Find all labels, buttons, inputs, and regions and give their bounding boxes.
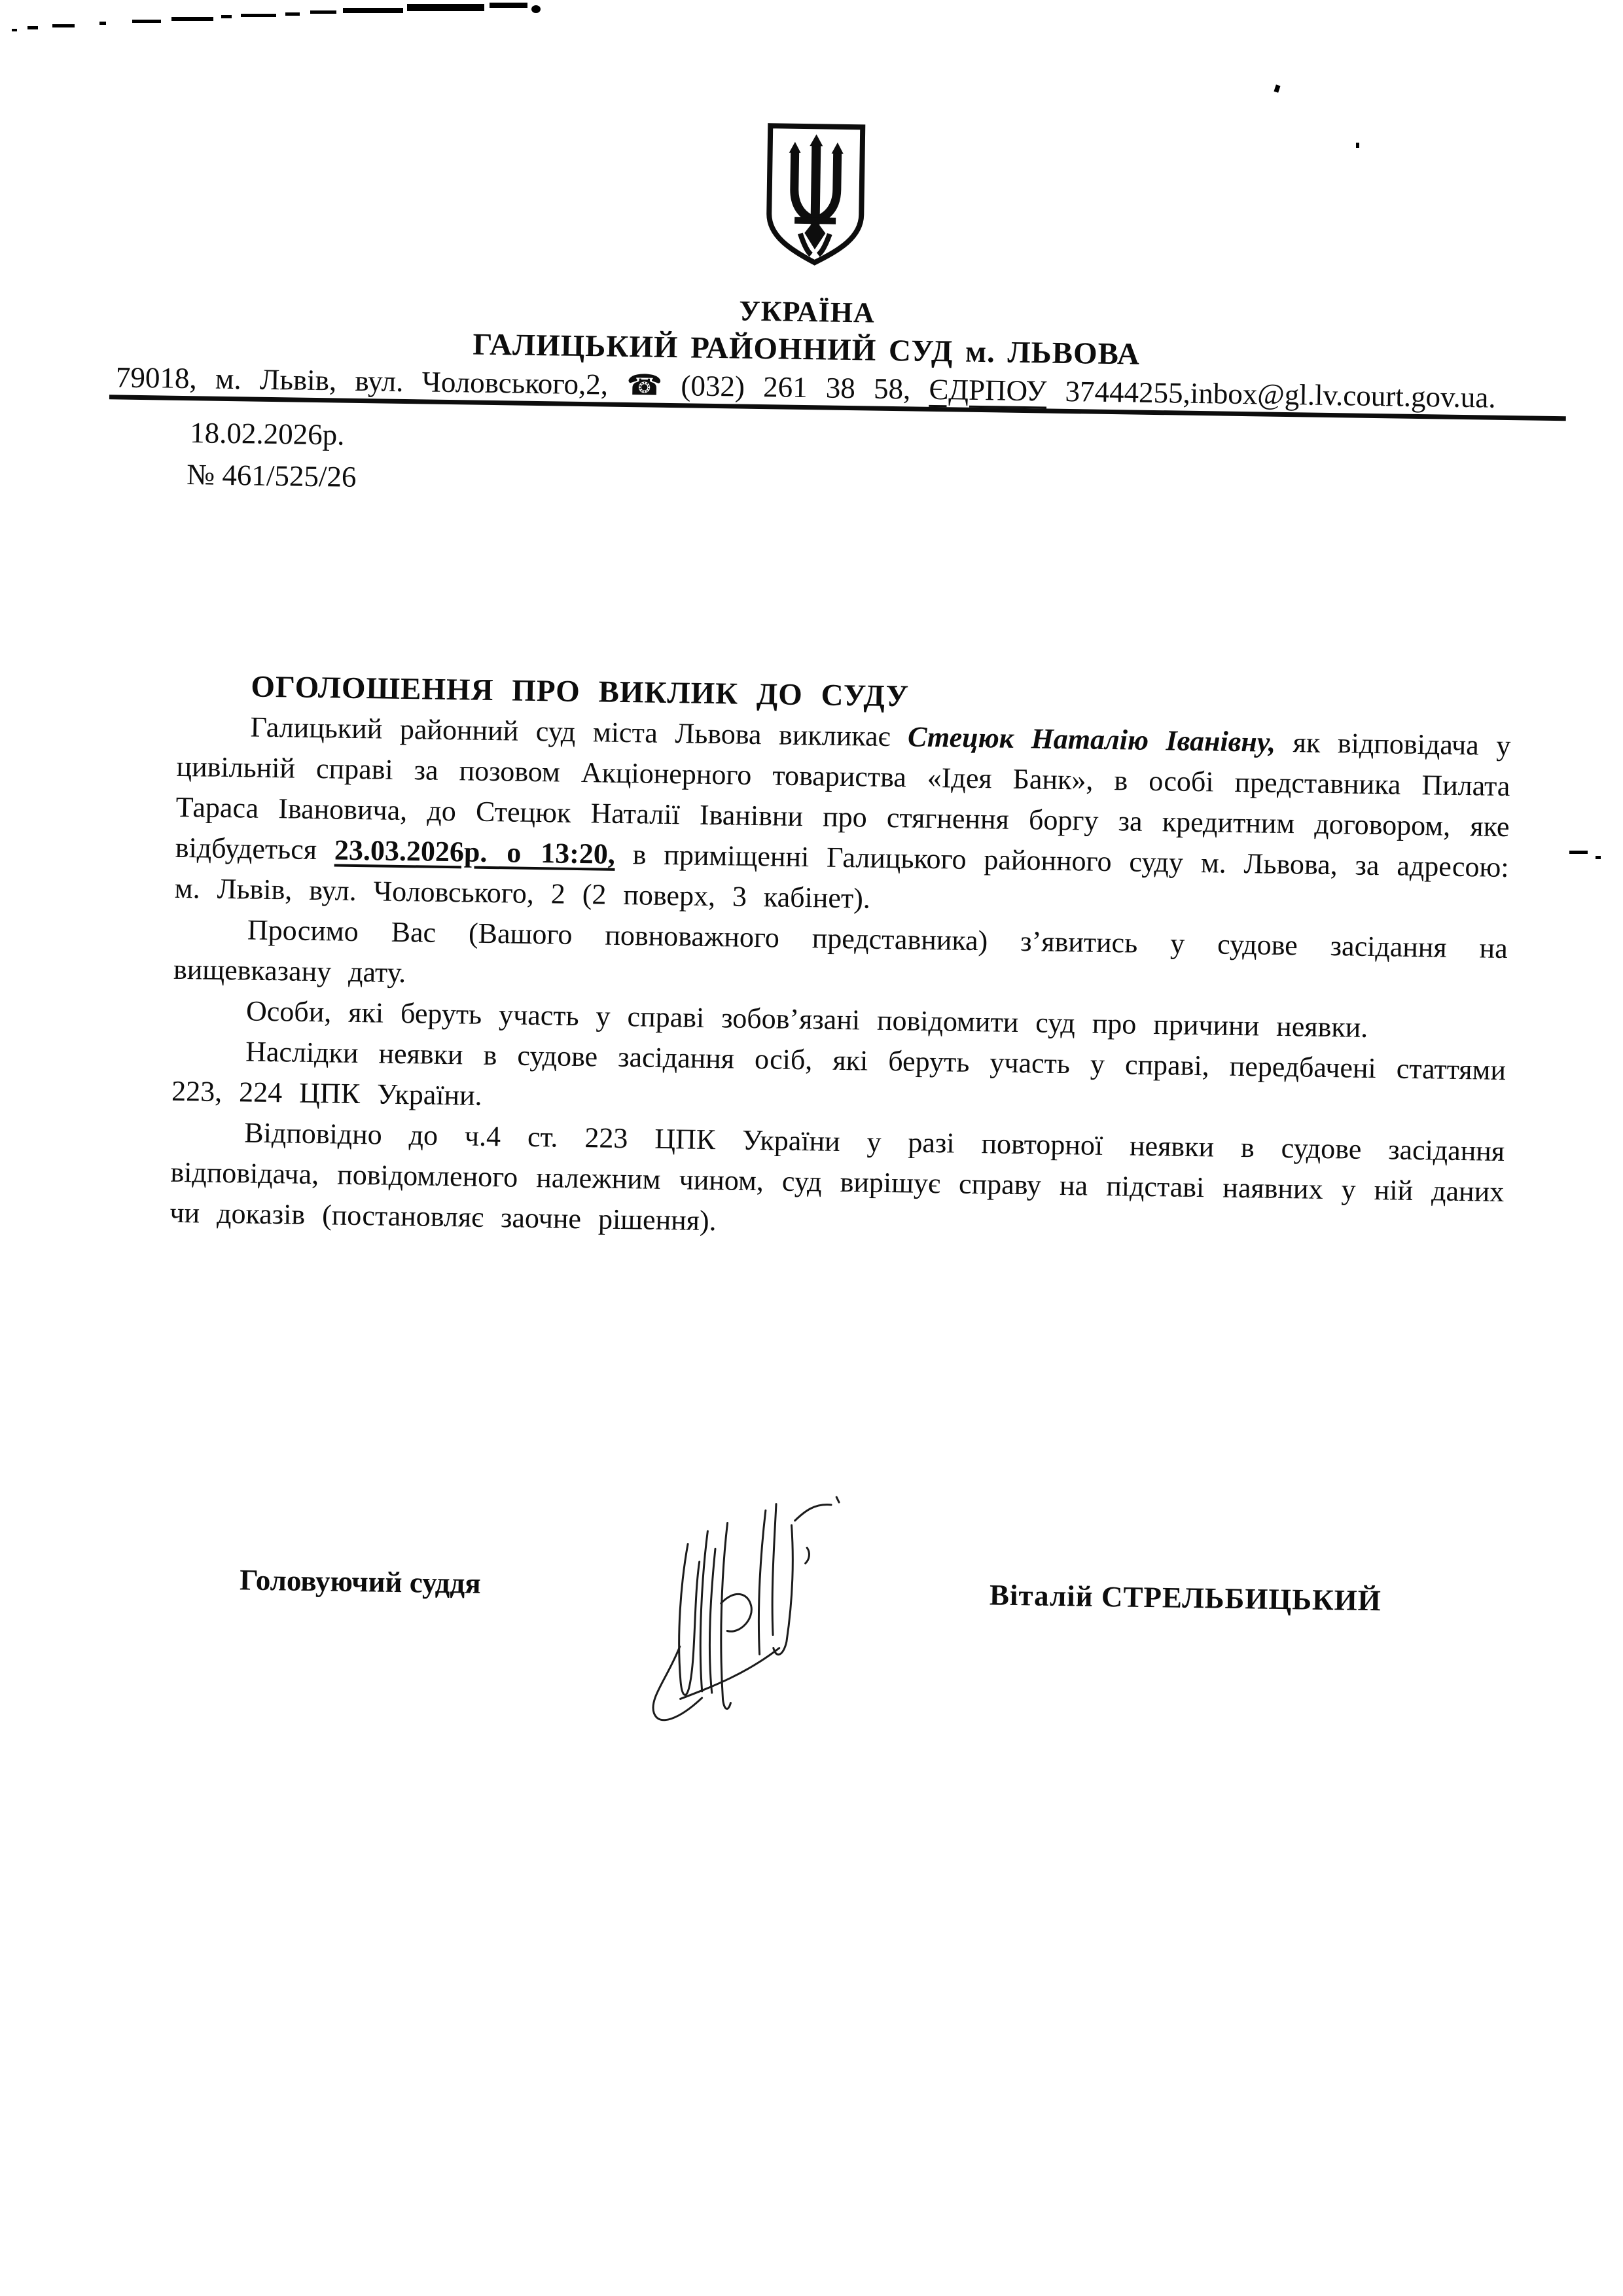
paragraph-summons bbox=[174, 706, 1510, 928]
judge-name: Віталій СТРЕЛЬБИЦЬКИЙ bbox=[989, 1578, 1382, 1617]
defendant-name: Стецюк Наталію Іванівну, bbox=[907, 720, 1276, 758]
paragraph-notify-duty: Особи, які беруть участь у справі зобов’язані повідомити суд про причини неявки. bbox=[245, 995, 1368, 1044]
country-heading: УКРАЇНА bbox=[739, 294, 876, 329]
court-name: ГАЛИЦЬКИЙ РАЙОННИЙ СУД м. ЛЬВОВА bbox=[473, 327, 1141, 372]
case-number: № 461/525/26 bbox=[186, 458, 357, 493]
address-text: 79018, м. Львів, вул. Чоловського,2, bbox=[115, 361, 609, 401]
edrpou-label: ЄДРПОУ bbox=[929, 372, 1047, 408]
document-text bbox=[169, 665, 1512, 1253]
document-date: 18.02.2026р. bbox=[189, 416, 345, 451]
phone-icon: ☎ bbox=[626, 368, 663, 402]
judge-signature bbox=[639, 1481, 866, 1743]
paragraph-request: Просимо Вас (Вашого повноважного представника) з’явитись у судове засідання на вищевказану дату. bbox=[173, 913, 1508, 989]
judge-role-label: Головуючий суддя bbox=[239, 1563, 482, 1600]
p1-end: в приміщенні Галицького районного суду м. Львова, за адресою: м. Львів, вул. Чоловського, 2 (2 поверх, 3 кабінет). bbox=[174, 838, 1509, 915]
document-title: ОГОЛОШЕННЯ ПРО ВИКЛИК ДО СУДУ bbox=[251, 669, 910, 714]
p1-start: Галицький районний суд міста Львова викликає bbox=[250, 711, 908, 753]
edrpou-email: 37444255,inbox@gl.lv.court.gov.ua. bbox=[1065, 374, 1496, 414]
paragraph-default-judgment: Відповідно до ч.4 ст. 223 ЦПК України у разі повторної неявки в судове засідання відповідача, повідомленого належним чином, суд вирішує справу на підставі наявних у ній даних чи доказів (постановляє заочне рішення). bbox=[169, 1116, 1505, 1237]
ukraine-trident-emblem-icon bbox=[760, 120, 870, 269]
paragraph-consequences: Наслідки неявки в судове засідання осіб, які беруть участь у справі, передбачені статтями 223, 224 ЦПК України. bbox=[171, 1035, 1507, 1112]
hearing-datetime: 23.03.2026р. о 13:20, bbox=[334, 834, 616, 870]
p1-mid: як відповідача у цивільній справі за позовом Акціонерного товариства «Ідея Банк», в особі представника Пилата Тараса Івановича, до Стецюк Наталії Іванівни про стягнення боргу за кредитним договором, яке відбудеться bbox=[175, 726, 1511, 866]
phone-number: (032) 261 38 58, bbox=[681, 369, 911, 406]
